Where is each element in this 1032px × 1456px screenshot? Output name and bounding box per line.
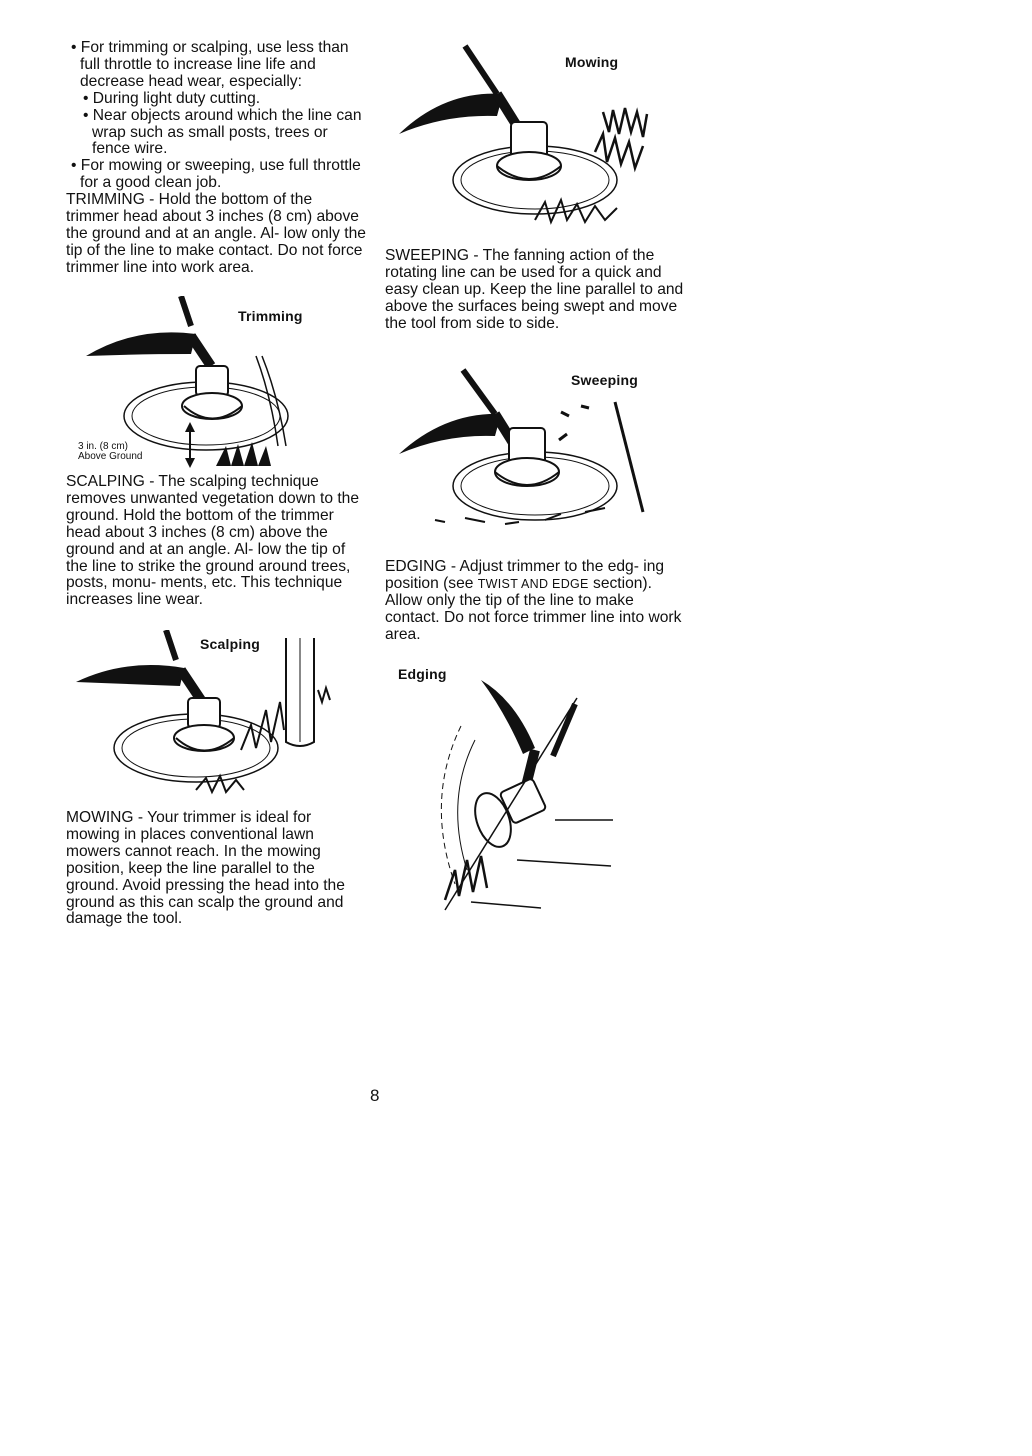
page-number: 8 xyxy=(370,1086,380,1105)
edging-section xyxy=(385,559,685,644)
mowing-figure xyxy=(385,42,685,232)
trimming-figure xyxy=(66,296,366,471)
sub-bullet-near-objects: • Near objects around which the line can wrap such as small posts, trees or fence wire. xyxy=(83,106,362,158)
mowing-illustration xyxy=(385,42,685,232)
edging-illustration xyxy=(385,660,685,920)
scalping-section xyxy=(66,474,366,609)
sweeping-illustration xyxy=(385,362,685,542)
mowing-section xyxy=(66,810,366,928)
sweeping-label: Sweeping xyxy=(571,372,638,388)
sweeping-paragraph: SWEEPING - The fanning action of the rotating line can be used for a quick and easy clean up. Keep the line parallel to and above the surfaces being swept and move the tool from side to side. xyxy=(385,247,684,332)
edging-paragraph: EDGING - Adjust trimmer to the edg- ing position (see TWIST AND EDGE section). Allow only the tip of the line to make contact. Do not force trimmer line into work area. xyxy=(385,558,682,643)
trimming-height-note: 3 in. (8 cm) Above Ground xyxy=(78,441,143,462)
scalping-illustration xyxy=(66,630,366,800)
twist-and-edge-reference: TWIST AND EDGE xyxy=(477,576,589,591)
scalping-paragraph: SCALPING - The scalping technique removes unwanted vegetation down to the ground. Hold the bottom of the trimmer head about 3 inches (8 cm) above the ground and at an angle. Al- low the tip of the line to strike the ground around trees, posts, monu- ments, etc. This technique increases line wear. xyxy=(66,473,360,609)
sweeping-section xyxy=(385,248,685,333)
bullet-full-throttle: • For mowing or sweeping, use full throttle for a good clean job. xyxy=(71,157,361,192)
mowing-label: Mowing xyxy=(565,54,619,70)
mowing-paragraph: MOWING - Your trimmer is ideal for mowing in places conventional lawn mowers cannot reach. In the mowing position, keep the line parallel to the ground. Avoid pressing the head into the ground as this can scalp the ground and damage the tool. xyxy=(66,809,345,928)
scalping-label: Scalping xyxy=(200,636,260,652)
bullet-throttle: • For trimming or scalping, use less than full throttle to increase line life and decrease head wear, especially: xyxy=(71,39,349,90)
edging-figure xyxy=(385,660,685,920)
sweeping-figure xyxy=(385,362,685,542)
sub-bullet-light-duty: • During light duty cutting. xyxy=(83,89,261,107)
trimming-label: Trimming xyxy=(238,308,303,324)
scalping-figure xyxy=(66,630,366,800)
left-column-top xyxy=(66,40,366,277)
edging-label: Edging xyxy=(398,666,447,682)
trimming-paragraph: TRIMMING - Hold the bottom of the trimmer head about 3 inches (8 cm) above the ground and at an angle. Al- low only the tip of the line to make contact. Do not force trimmer line into work area. xyxy=(66,191,366,276)
